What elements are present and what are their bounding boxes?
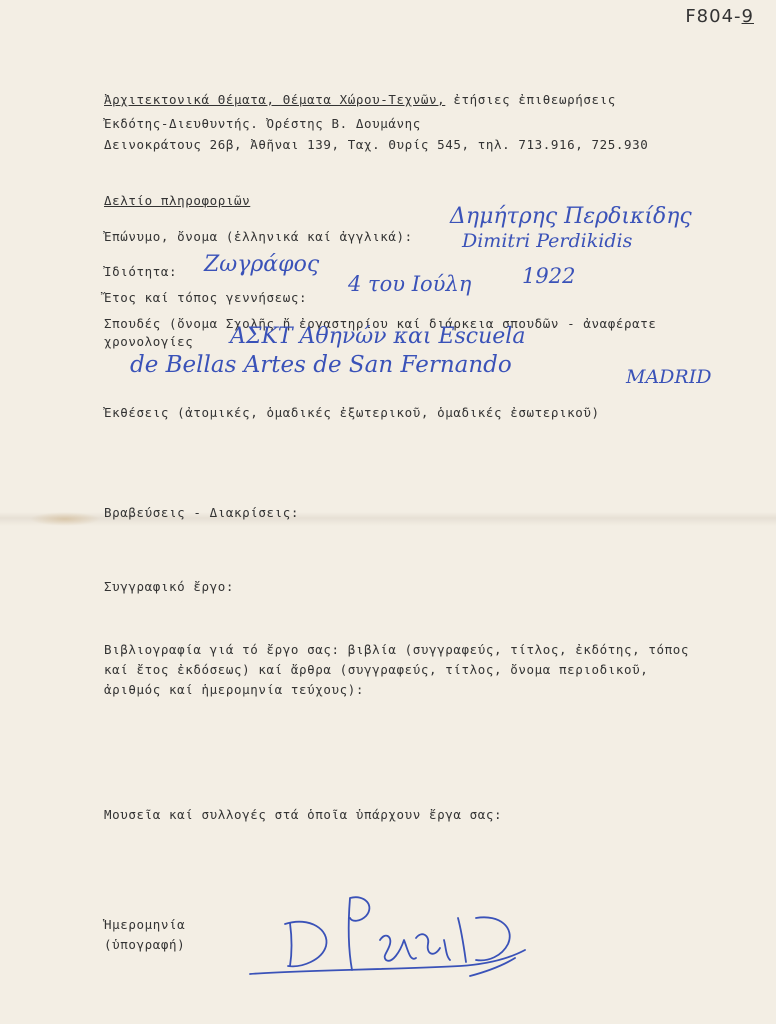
name-value-greek: Δημήτρης Περδικίδης (450, 204, 692, 229)
studies-value-line-2: de Bellas Artes de San Fernando (130, 352, 512, 378)
studies-label-line-2: χρονολογίες (104, 334, 194, 349)
name-label: Ἐπώνυμο, ὄνομα (ἑλληνικά καί ἀγγλικά): (104, 229, 413, 244)
archive-mark (685, 6, 754, 27)
bibliography-line-2: καί ἔτος ἐκδόσεως) καί ἄρθρα (συγγραφεύς, τίτλος, ὄνομα περιοδικοῦ, (104, 662, 649, 677)
studies-value-line-3: MADRID (626, 366, 712, 388)
header-publication-subtitle: ἐτήσιες ἐπιθεωρήσεις (453, 92, 616, 107)
archive-code: F804- (685, 6, 742, 27)
paper-stain (30, 512, 100, 526)
awards-label: Βραβεύσεις - Διακρίσεις: (104, 505, 300, 520)
writings-label: Συγγραφικό ἔργο: (104, 579, 235, 594)
birth-year-value: 1922 (522, 264, 576, 288)
birth-label: Ἔτος καί τόπος γεννήσεως: (104, 290, 308, 305)
archive-suffix: 9 (741, 6, 754, 27)
handwritten-signature (240, 878, 540, 988)
studies-label-line-1: Σπουδές (ὄνομα Σχολῆς ἤ ἐργαστηρίου καί διάρκεια σπουδῶν - ἀναφέρατε (104, 316, 657, 331)
profession-label: Ἰδιότητα: (104, 264, 178, 279)
name-value-latin: Dimitri Perdikidis (462, 230, 633, 252)
header-line-1 (104, 92, 616, 107)
header-line-3: Δεινοκράτους 26β, Ἀθῆναι 139, Ταχ. Θυρίς 545, τηλ. 713.916, 725.930 (104, 137, 649, 152)
profession-value: Ζωγράφος (204, 252, 320, 277)
bibliography-line-3: ἀριθμός καί ἡμερομηνία τεύχους): (104, 682, 365, 697)
form-title: Δελτίο πληροφοριῶν (104, 193, 251, 208)
header-line-2: Ἐκδότης-Διευθυντής. Ὀρέστης Β. Δουμάνης (104, 116, 421, 131)
studies-value-line-1: ΑΣΚΤ Αθηνών και Escuela (230, 324, 526, 349)
museums-label: Μουσεῖα καί συλλογές στά ὁποῖα ὑπάρχουν ἔργα σας: (104, 807, 503, 822)
bibliography-line-1: Βιβλιογραφία γιά τό ἔργο σας: βιβλία (συγγραφεύς, τίτλος, ἐκδότης, τόπος (104, 642, 690, 657)
exhibitions-label: Ἐκθέσεις (ἀτομικές, ὁμαδικές ἐξωτερικοῦ, ὁμαδικές ἐσωτερικοῦ) (104, 405, 600, 420)
birth-date-value: 4 του Ιούλη (348, 272, 472, 296)
header-publication-title: Ἀρχιτεκτονικά Θέματα, Θέματα Χώρου-Τεχνῶν, (104, 92, 446, 107)
signature-label: (ὑπογραφή) (104, 937, 186, 952)
date-label: Ἡμερομηνία (104, 917, 186, 932)
